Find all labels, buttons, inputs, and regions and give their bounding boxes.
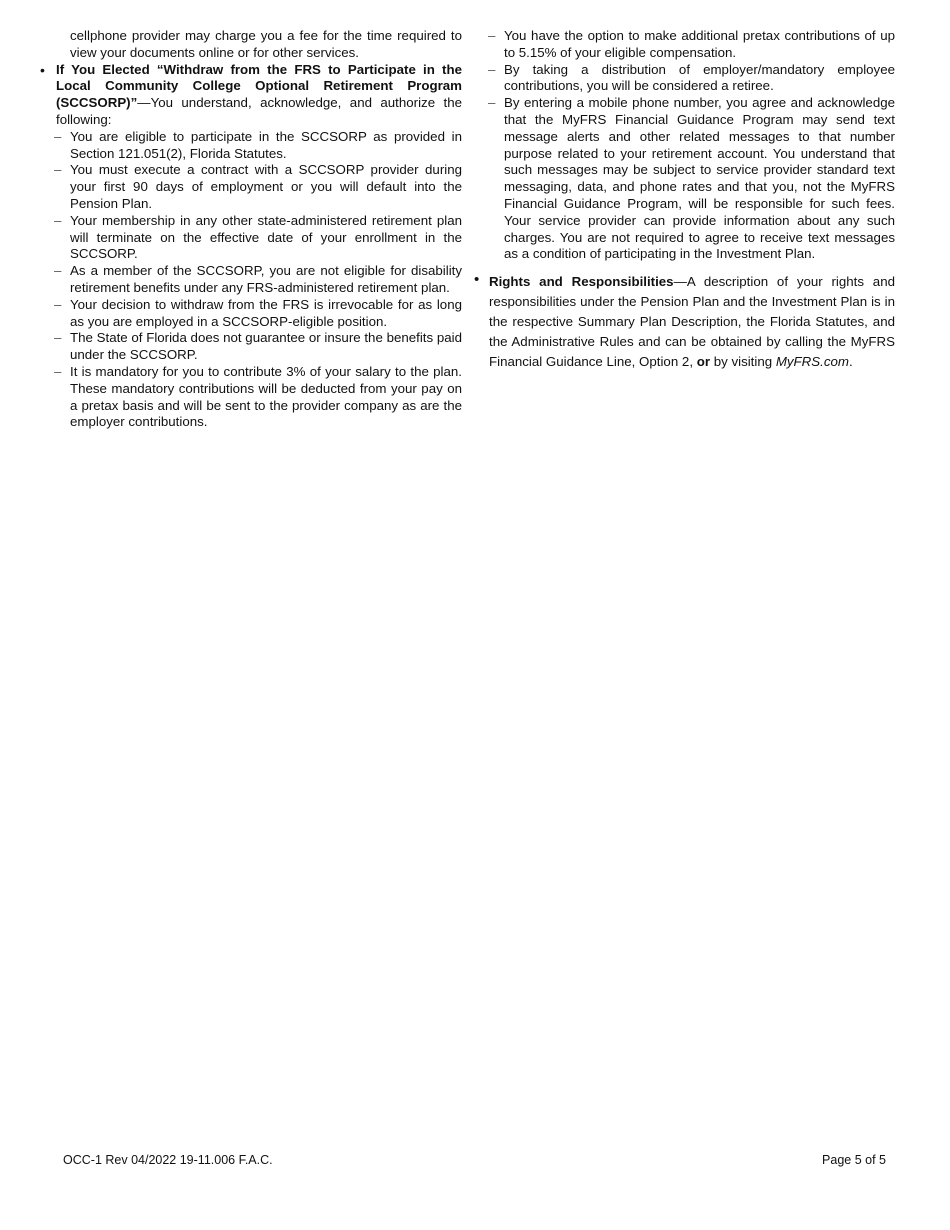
- dash-icon: –: [488, 28, 496, 43]
- dash-icon: –: [54, 330, 62, 346]
- list-item: – The State of Florida does not guarantee or insure the benefits paid under the SCCSORP.: [54, 330, 462, 363]
- sccsorp-intro: —You understand, acknowledge, and authorize the following:: [56, 95, 462, 127]
- rights-bullet: • Rights and Responsibilities—A description of your rights and responsibilities under the Pension Plan and the Investment Plan is in the respective Summary Plan Description, the Florida Statutes, and the Administrative Rules and can be obtained by calling the MyFRS Financial Guidance Line, Option 2, or by visiting MyFRS.com.: [474, 271, 895, 370]
- intro-continuation: cellphone provider may charge you a fee for the time required to view your documents online or for other services.: [70, 28, 462, 60]
- bullet-icon: •: [40, 61, 45, 78]
- dash-icon: –: [488, 61, 496, 77]
- list-item: – You are eligible to participate in the SCCSORP as provided in Section 121.051(2), Florida Statutes.: [54, 128, 462, 161]
- or-word: or: [696, 354, 711, 370]
- left-column: [40, 28, 462, 431]
- list-item: – It is mandatory for you to contribute 3% of your salary to the plan. These mandatory contributions will be deducted from your pay on a pretax basis and will be sent to the provider company as are the employer contributions.: [54, 363, 462, 430]
- sccsorp-title: If You Elected “Withdraw from the FRS to Participate in the Local Community College Optional Retirement Program (SCCSORP)”: [56, 61, 462, 111]
- dash-icon: –: [54, 363, 62, 379]
- myfrs-link[interactable]: MyFRS.com: [775, 354, 849, 370]
- dash-icon: –: [54, 162, 62, 178]
- sccsorp-bullet: [40, 62, 462, 129]
- dash-icon: –: [488, 95, 496, 111]
- list-item: – Your decision to withdraw from the FRS is irrevocable for as long as you are employed in a SCCSORP-eligible position.: [54, 296, 462, 329]
- list-item: – By taking a distribution of employer/mandatory employee contributions, you will be considered a retiree.: [488, 61, 895, 94]
- list-item: – By entering a mobile phone number, you agree and acknowledge that the MyFRS Financial Guidance Program may send text message alerts and other related messages to that number purpose related to your retirement account. You understand that such messages may be subject to service provider standard text messaging, data, and phone rates and that you, not the MyFRS Financial Guidance Program, will be responsible for such fees. Your service provider can provide information about any such charges. You are not required to agree to receive text messages as a condition of participating in the Investment Plan.: [488, 95, 895, 262]
- page-number: Page 5 of 5: [822, 1153, 886, 1167]
- dash-icon: –: [54, 296, 62, 312]
- form-id-footer: OCC-1 Rev 04/2022 19-11.006 F.A.C.: [63, 1153, 273, 1167]
- bullet-icon: •: [474, 271, 480, 289]
- list-item: – You must execute a contract with a SCCSORP provider during your first 90 days of employment or you will default into the Pension Plan.: [54, 162, 462, 211]
- rights-title: Rights and Responsibilities: [489, 274, 674, 290]
- dash-icon: –: [54, 263, 62, 279]
- list-item: – You have the option to make additional pretax contributions of up to 5.15% of your eligible compensation.: [488, 28, 895, 60]
- dash-icon: –: [54, 128, 62, 144]
- list-item: – Your membership in any other state-administered retirement plan will terminate on the effective date of your enrollment in the SCCSORP.: [54, 212, 462, 262]
- right-column: [474, 28, 895, 372]
- list-item: – As a member of the SCCSORP, you are not eligible for disability retirement benefits under any FRS-administered retirement plan.: [54, 263, 462, 295]
- dash-icon: –: [54, 212, 62, 228]
